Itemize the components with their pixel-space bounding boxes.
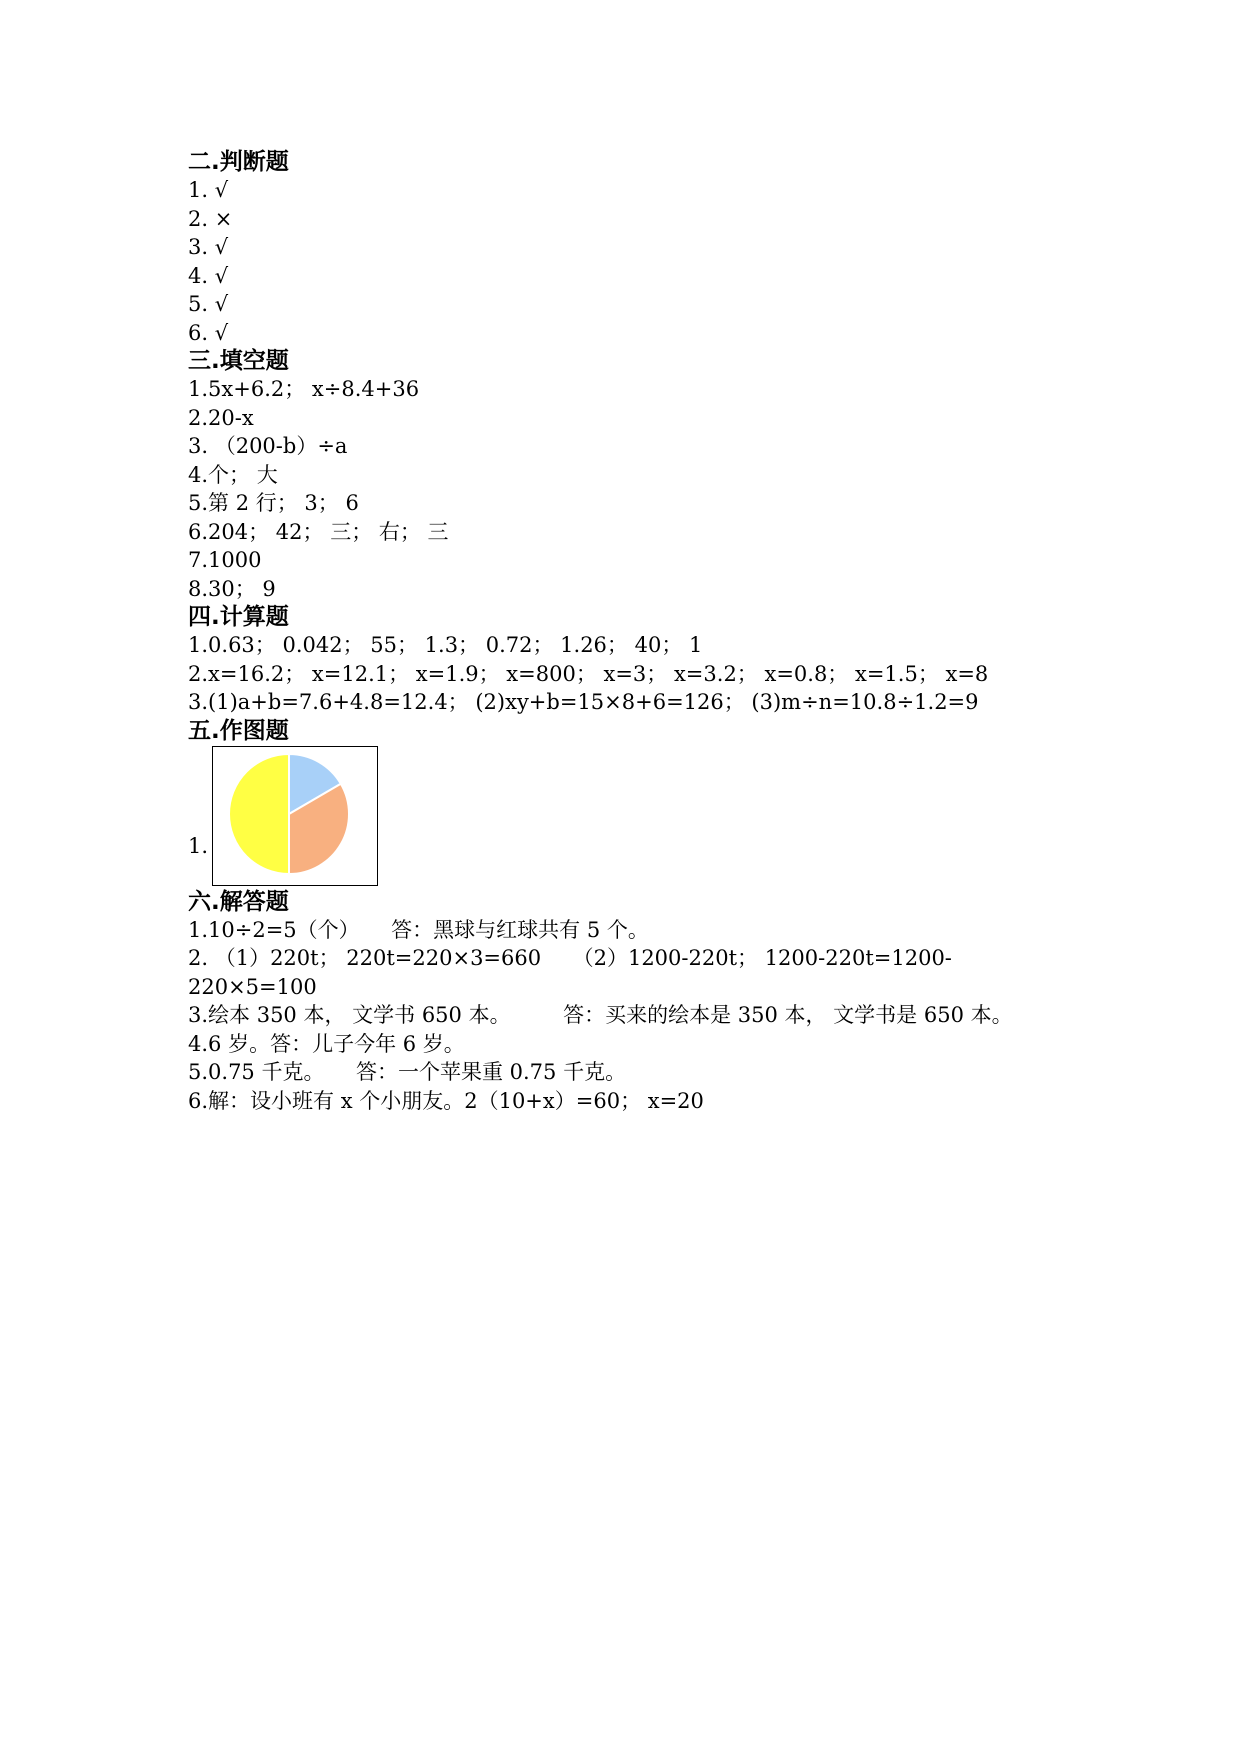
list-item: 3.(1)a+b=7.6+4.8=12.4； (2)xy+b=15×8+6=126； (3)m÷n=10.8÷1.2=9 — [188, 690, 979, 714]
list-item: 1. √ — [188, 178, 229, 202]
pie-slice-yellow — [229, 754, 289, 874]
list-item: 3.绘本 350 本， 文学书 650 本。 答：买来的绘本是 350 本， 文学书是 650 本。 — [188, 1003, 1013, 1027]
list-item: 2.x=16.2； x=12.1； x=1.9； x=800； x=3； x=3.2； x=0.8； x=1.5； x=8 — [188, 661, 989, 686]
list-item: 4. √ — [188, 263, 229, 288]
list-item: 6. √ — [188, 320, 229, 345]
section-title-calc: 四.计算题 — [188, 604, 289, 630]
section-title-answer: 六.解答题 — [188, 888, 289, 915]
list-item: 3. √ — [188, 235, 229, 259]
list-item: 1.0.63； 0.042； 55； 1.3； 0.72； 1.26； 40； 1 — [188, 633, 703, 657]
list-item: 1.10÷2=5（个） 答：黑球与红球共有 5 个。 — [188, 917, 649, 942]
draw-item — [188, 745, 1088, 888]
section-title-fill: 三.填空题 — [188, 348, 289, 374]
list-item: 5.第 2 行； 3； 6 — [188, 491, 359, 515]
list-item: 2.20-x — [188, 405, 254, 430]
fill-list — [188, 375, 1088, 603]
answer-sheet — [188, 148, 1088, 1115]
answer-list — [188, 916, 1088, 1116]
list-item: 8.30； 9 — [188, 576, 276, 601]
pie-figure — [212, 746, 378, 886]
list-item: 5.0.75 千克。 答：一个苹果重 0.75 千克。 — [188, 1060, 627, 1084]
list-item: 6.解：设小班有 x 个小朋友。2（10+x）=60； x=20 — [188, 1088, 704, 1113]
list-item: 3. （200-b）÷a — [188, 434, 348, 458]
list-item: 2. （1）220t； 220t=220×3=660 （2）1200-220t； 1200-220t=1200-220×5=100 — [188, 946, 952, 999]
section-title-draw: 五.作图题 — [188, 717, 289, 744]
pie-chart — [213, 747, 376, 884]
section-title-judge: 二.判断题 — [188, 149, 289, 175]
list-item: 2. × — [188, 206, 233, 231]
list-item: 4.6 岁。答：儿子今年 6 岁。 — [188, 1031, 465, 1056]
list-item: 5. √ — [188, 292, 229, 316]
judge-list — [188, 176, 1088, 347]
calc-list — [188, 631, 1088, 717]
list-item: 4.个； 大 — [188, 462, 278, 487]
list-item: 1.5x+6.2； x÷8.4+36 — [188, 377, 420, 401]
list-item: 7.1000 — [188, 548, 262, 572]
list-item: 6.204； 42； 三； 右； 三 — [188, 519, 449, 544]
draw-item-label: 1. — [188, 833, 209, 858]
